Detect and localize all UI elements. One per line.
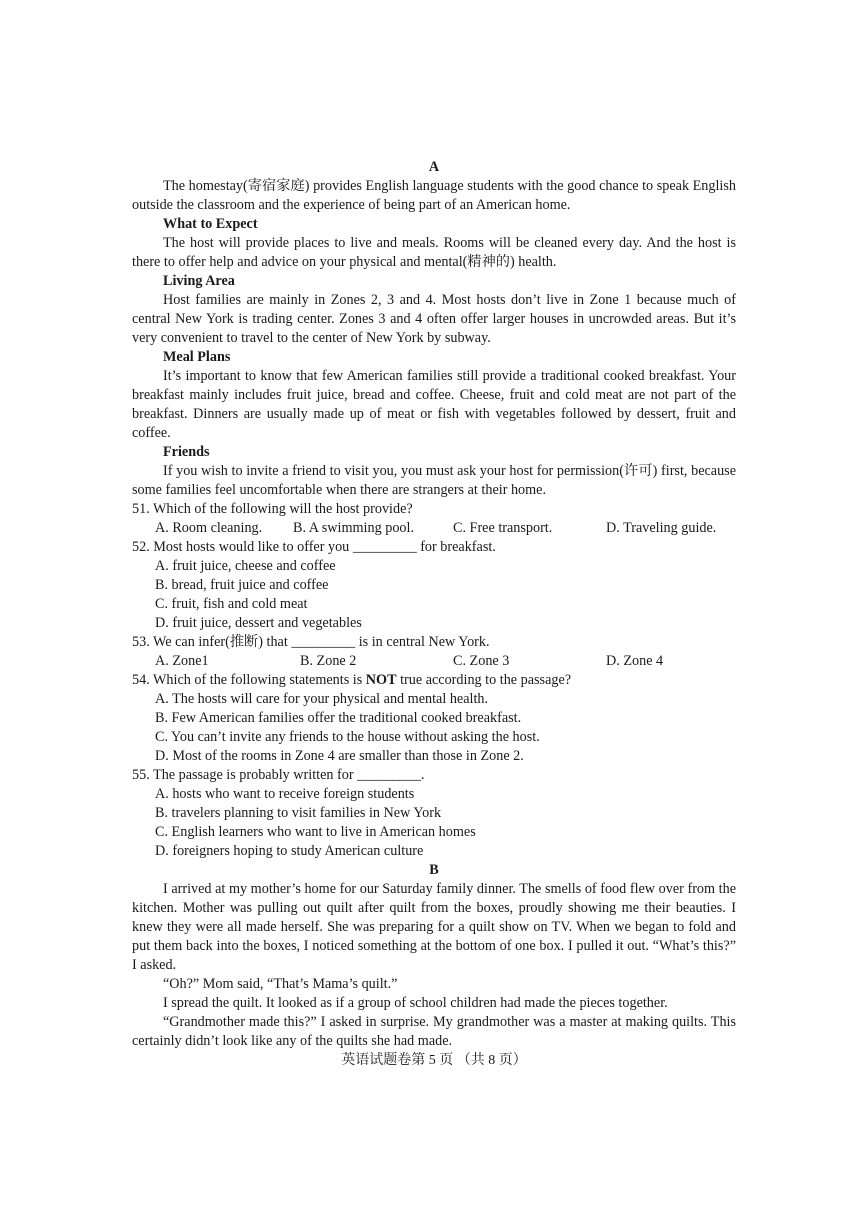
option-54-d: D. Most of the rooms in Zone 4 are smaller than those in Zone 2. xyxy=(155,748,524,764)
question-54-stem-post: true according to the passage? xyxy=(396,672,572,688)
paragraph-what-to-expect: The host will provide places to live and meals. Rooms will be cleaned every day. And the host is there to offer help and advice on your physical and mental(精神的) health. xyxy=(132,235,736,270)
option-53-d: D. Zone 4 xyxy=(606,653,664,669)
option-53-a: A. Zone1 xyxy=(155,653,209,669)
question-53-options xyxy=(132,652,736,671)
option-52-c: C. fruit, fish and cold meat xyxy=(155,596,308,612)
question-54-stem-emphasis: NOT xyxy=(365,672,397,688)
paragraph-meal-plans: It’s important to know that few American families still provide a traditional cooked breakfast. Your breakfast mainly includes fruit juice, bread and coffee. Cheese, fruit and cold meat are not part of the breakfast. Dinners are usually made up of meat or fish with vegetables followed by dessert, fruit and coffee. xyxy=(132,368,736,441)
question-55-stem: 55. The passage is probably written for _________. xyxy=(132,767,425,783)
option-54-a: A. The hosts will care for your physical and mental health. xyxy=(155,691,489,707)
option-55-d: D. foreigners hoping to study American culture xyxy=(155,843,424,859)
question-54-stem xyxy=(132,671,736,690)
heading-meal-plans: Meal Plans xyxy=(163,349,231,365)
page-footer: 英语试题卷第 5 页 （共 8 页） xyxy=(341,1053,527,1068)
section-b-paragraph-3: I spread the quilt. It looked as if a group of school children had made the pieces together. xyxy=(163,995,668,1011)
option-52-d: D. fruit juice, dessert and vegetables xyxy=(155,615,362,631)
paragraph-friends: If you wish to invite a friend to visit you, you must ask your host for permission(许可) first, because some families feel uncomfortable when there are strangers at their home. xyxy=(132,463,736,498)
question-53-stem: 53. We can infer(推断) that _________ is in central New York. xyxy=(132,634,490,650)
section-a-intro: The homestay(寄宿家庭) provides English language students with the good chance to speak English outside the classroom and the experience of being part of an American home. xyxy=(132,178,736,213)
option-53-c: C. Zone 3 xyxy=(453,653,510,669)
heading-friends: Friends xyxy=(163,444,210,460)
section-b-paragraph-1: I arrived at my mother’s home for our Saturday family dinner. The smells of food flew over from the kitchen. Mother was pulling out quilt after quilt from the boxes, proudly showing me their beauties. I knew they were all made herself. She was preparing for a quilt show on TV. When we began to fold and put them back into the boxes, I noticed something at the bottom of one box. I pulled it out. “What’s this?” I asked. xyxy=(132,881,736,973)
heading-what-to-expect: What to Expect xyxy=(163,216,258,232)
option-51-b: B. A swimming pool. xyxy=(293,520,415,536)
section-b-paragraph-4: “Grandmother made this?” I asked in surprise. My grandmother was a master at making quilts. This certainly didn’t look like any of the quilts she had made. xyxy=(132,1014,736,1049)
question-51-options xyxy=(132,519,736,538)
section-b-title: B xyxy=(429,862,439,878)
question-51-stem: 51. Which of the following will the host provide? xyxy=(132,501,413,517)
paragraph-living-area: Host families are mainly in Zones 2, 3 and 4. Most hosts don’t live in Zone 1 because much of central New York is trading center. Zones 3 and 4 often offer larger houses in uncrowded areas. But it’s very convenient to travel to the center of New York by subway. xyxy=(132,292,736,346)
option-55-b: B. travelers planning to visit families in New York xyxy=(155,805,442,821)
option-55-a: A. hosts who want to receive foreign students xyxy=(155,786,415,802)
question-52-stem: 52. Most hosts would like to offer you _________ for breakfast. xyxy=(132,539,496,555)
page-content xyxy=(132,158,736,1051)
heading-living-area: Living Area xyxy=(163,273,235,289)
option-51-c: C. Free transport. xyxy=(453,520,553,536)
option-52-a: A. fruit juice, cheese and coffee xyxy=(155,558,336,574)
option-54-b: B. Few American families offer the traditional cooked breakfast. xyxy=(155,710,522,726)
option-52-b: B. bread, fruit juice and coffee xyxy=(155,577,329,593)
section-b-paragraph-2: “Oh?” Mom said, “That’s Mama’s quilt.” xyxy=(163,976,398,992)
option-53-b: B. Zone 2 xyxy=(300,653,357,669)
option-51-a: A. Room cleaning. xyxy=(155,520,263,536)
question-54-stem-pre: 54. Which of the following statements is xyxy=(132,672,366,688)
option-54-c: C. You can’t invite any friends to the house without asking the host. xyxy=(155,729,540,745)
section-a-title: A xyxy=(428,159,440,175)
option-51-d: D. Traveling guide. xyxy=(606,520,717,536)
option-55-c: C. English learners who want to live in American homes xyxy=(155,824,476,840)
